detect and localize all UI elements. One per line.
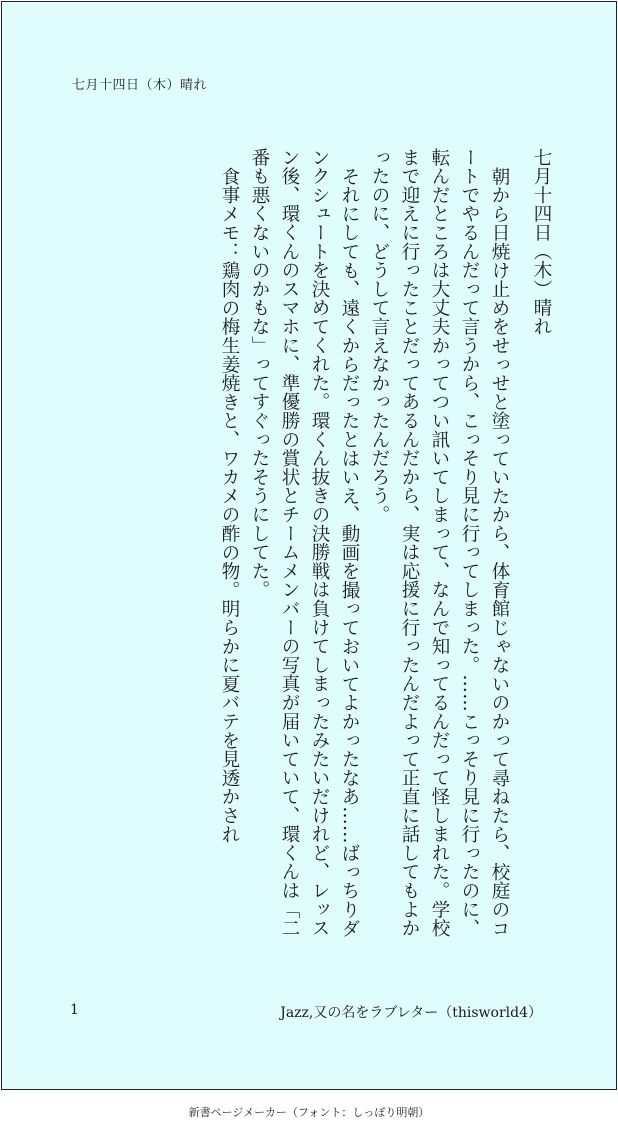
- paragraph-2: それにしても、遠くからだったとはいえ、動画を撮っておいてよかったなあ……ばっちりダンクシュートを決めてくれた。環くん抜きの決勝戦は負けてしまったみたいだけれど、レッスン後、環くんのスマホに、準優勝の賞状とチームメンバーの写真が届いていて、環くんは「二番も悪くないのかもな」ってすぐったそうにしてた。: [249, 148, 360, 938]
- page-number: 1: [70, 1002, 79, 1018]
- generator-credit: 新書ページメーカー（フォント：しっぽり明朝）: [188, 1106, 430, 1119]
- paragraph-3: 食事メモ：鶏肉の梅生姜焼きと、ワカメの酢の物。明らかに夏バテを見透かされ: [219, 166, 240, 844]
- running-header: 七月十四日（木）晴れ: [72, 78, 208, 93]
- paragraph-1: 朝から日焼け止めをせっせと塗っていたから、体育館じゃないのかって尋ねたら、校庭のコートでやるんだって言うから、こっそり見に行ってしまった。……こっそり見に行ったのに、転んだところは大丈夫かってつい訊いてしまって、なんで知ってるんだって怪しまれた。学校まで迎えに行ったことだってあるんだから、実は応援に行ったんだよって正直に話してもよかったのに、どうして言えなかったんだろう。: [369, 148, 510, 938]
- entry-title: 七月十四日（木）晴れ: [531, 148, 552, 336]
- vertical-body-text: [214, 148, 556, 948]
- book-title-footer: Jazz,又の名をラブレター（thisworld4）: [280, 1005, 542, 1021]
- book-page: [1, 1, 617, 1090]
